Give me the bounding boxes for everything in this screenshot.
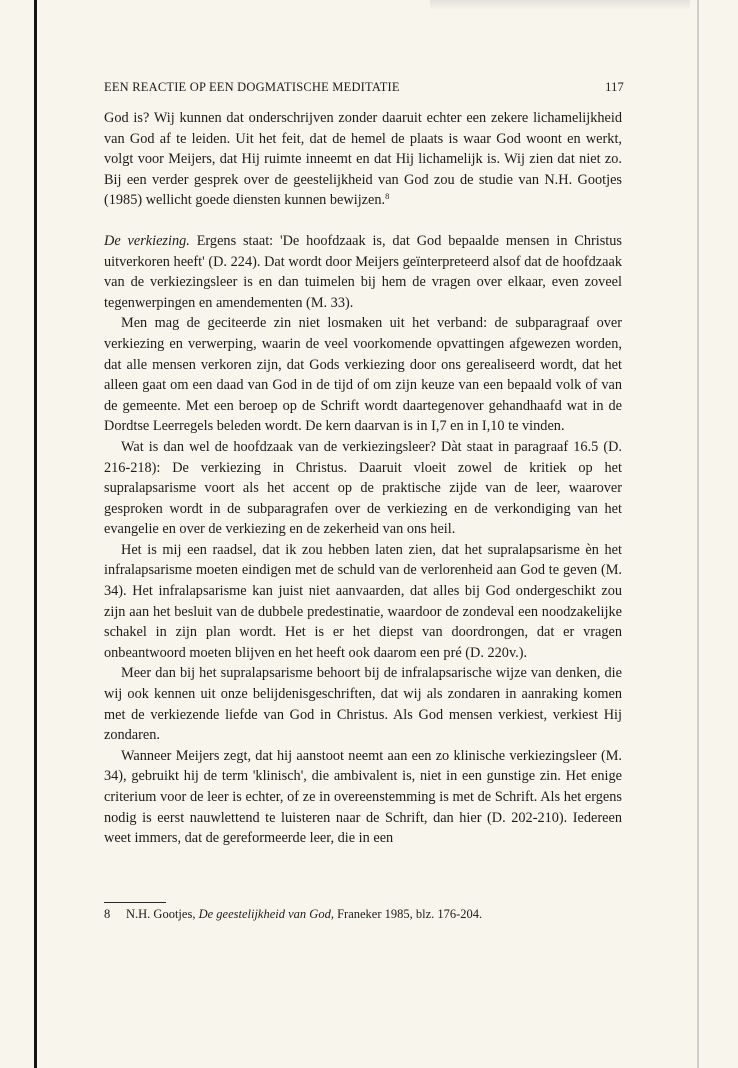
paragraph: Wat is dan wel de hoofdzaak van de verkiezingsleer? Dàt staat in paragraaf 16.5 (D. 216-218): De verkiezing in Christus. Daaruit vloeit zowel de kritiek op het supralapsarisme voort als het accent op de praktische zijde van de leer, waarover gesproken wordt in de subparagrafen over de verkiezing en de verkondiging van het evangelie en over de verkiezing en de zekerheid van ons heil. bbox=[104, 438, 622, 538]
running-head-title: EEN REACTIE OP EEN DOGMATISCHE MEDITATIE bbox=[104, 80, 400, 94]
paragraph: Meer dan bij het supralapsarisme behoort bij de infralapsarische wijze van denken, die wij ook kennen uit onze belijdenisgeschriften, dat wij als zondaren in aanraking komen met de verkiezende liefde van God in Christus. Als God mensen verkiest, verkiest Hij zondaren. bbox=[104, 665, 622, 744]
footnote-ref: 8 bbox=[385, 191, 390, 202]
section-heading-runin: De verkiezing. bbox=[104, 232, 190, 249]
footnote-number: 8 bbox=[104, 907, 111, 921]
footnote-details: Franeker 1985, blz. 176-204. bbox=[337, 907, 483, 921]
paragraph: Het is mij een raadsel, dat ik zou hebben laten zien, dat het supralapsarisme èn het infralapsarisme moeten eindigen met de schuld van de verlorenheid aan God te geven (M. 34). Het infralapsarisme kan juist niet aanvaarden, dat alles bij God ondergeschikt zou zijn aan het besluit van de dubbele predestinatie, waardoor de zondeval een noodzakelijke schakel in zijn plan wordt. Het is er het diepst van doordrongen, dat er vragen onbeantwoord moeten blijven en het heeft ook daarom een pré (D. 220v.). bbox=[104, 541, 622, 661]
page-edge-right bbox=[697, 0, 699, 1068]
footnote-author: N.H. Gootjes, bbox=[126, 907, 196, 921]
paragraph-text: God is? Wij kunnen dat onderschrijven zonder daaruit echter een zekere lichamelijkheid van God af te leiden. Uit het feit, dat de hemel de plaats is waar God woont en werkt, volgt voor Meijers, dat Hij ruimte inneemt en dat Hij lichamelijk is. Wij zien dat niet zo. Bij een verder gesprek over de geestelijkheid van God zou de studie van N.H. Gootjes (1985) wellicht goede diensten kunnen bewijzen. bbox=[104, 110, 622, 209]
footnote-title: De geestelijkheid van God, bbox=[198, 907, 334, 921]
page-number: 117 bbox=[605, 80, 624, 94]
section-paragraph bbox=[104, 231, 622, 313]
paragraph: Wanneer Meijers zegt, dat hij aanstoot neemt aan een zo klinische verkiezingsleer (M. 34), gebruikt hij de term 'klinisch', die ambivalent is, niet in een gunstige zin. Het enige criterium voor de leer is echter, of ze in overeenstemming is met de Schrift. Als het ergens nodig is eerst nauwlettend te luisteren naar de Schrift, dan hier (D. 202-210). Iedereen weet immers, dat de gereformeerde leer, die in een bbox=[104, 747, 622, 847]
footnote-rule bbox=[104, 902, 166, 903]
body-text bbox=[104, 108, 622, 849]
paragraph bbox=[104, 108, 622, 211]
page-edge-left bbox=[34, 0, 37, 1068]
paragraph: Men mag de geciteerde zin niet losmaken uit het verband: de subparagraaf over verkiezing en verwerping, waarin de veel voorkomende opvattingen afgewezen worden, dat alle mensen verkoren zijn, dat Gods verkiezing door ons gerealiseerd wordt, dat het alleen gaat om een daad van God in de tijd of om zijn keuze van een bepaald volk of van de gemeente. Met een beroep op de Schrift wordt daartegenover gehandhaafd wat in de Dordtse Leerregels beleden wordt. De kern daarvan is in I,7 en in I,10 te vinden. bbox=[104, 315, 622, 435]
running-head bbox=[104, 80, 624, 95]
footnote bbox=[104, 906, 624, 922]
scan-shadow bbox=[430, 0, 690, 10]
paragraph-text: Ergens staat: 'De hoofdzaak is, dat God bepaalde mensen in Christus uitverkoren heeft' (D. 224). Dat wordt door Meijers geïnterpreteerd alsof dat de hoofdzaak van de verkiezingsleer is en dan tuimelen bij hem de vragen over elkaar, even zoveel tegenwerpingen en amendementen (M. 33). bbox=[104, 232, 622, 311]
